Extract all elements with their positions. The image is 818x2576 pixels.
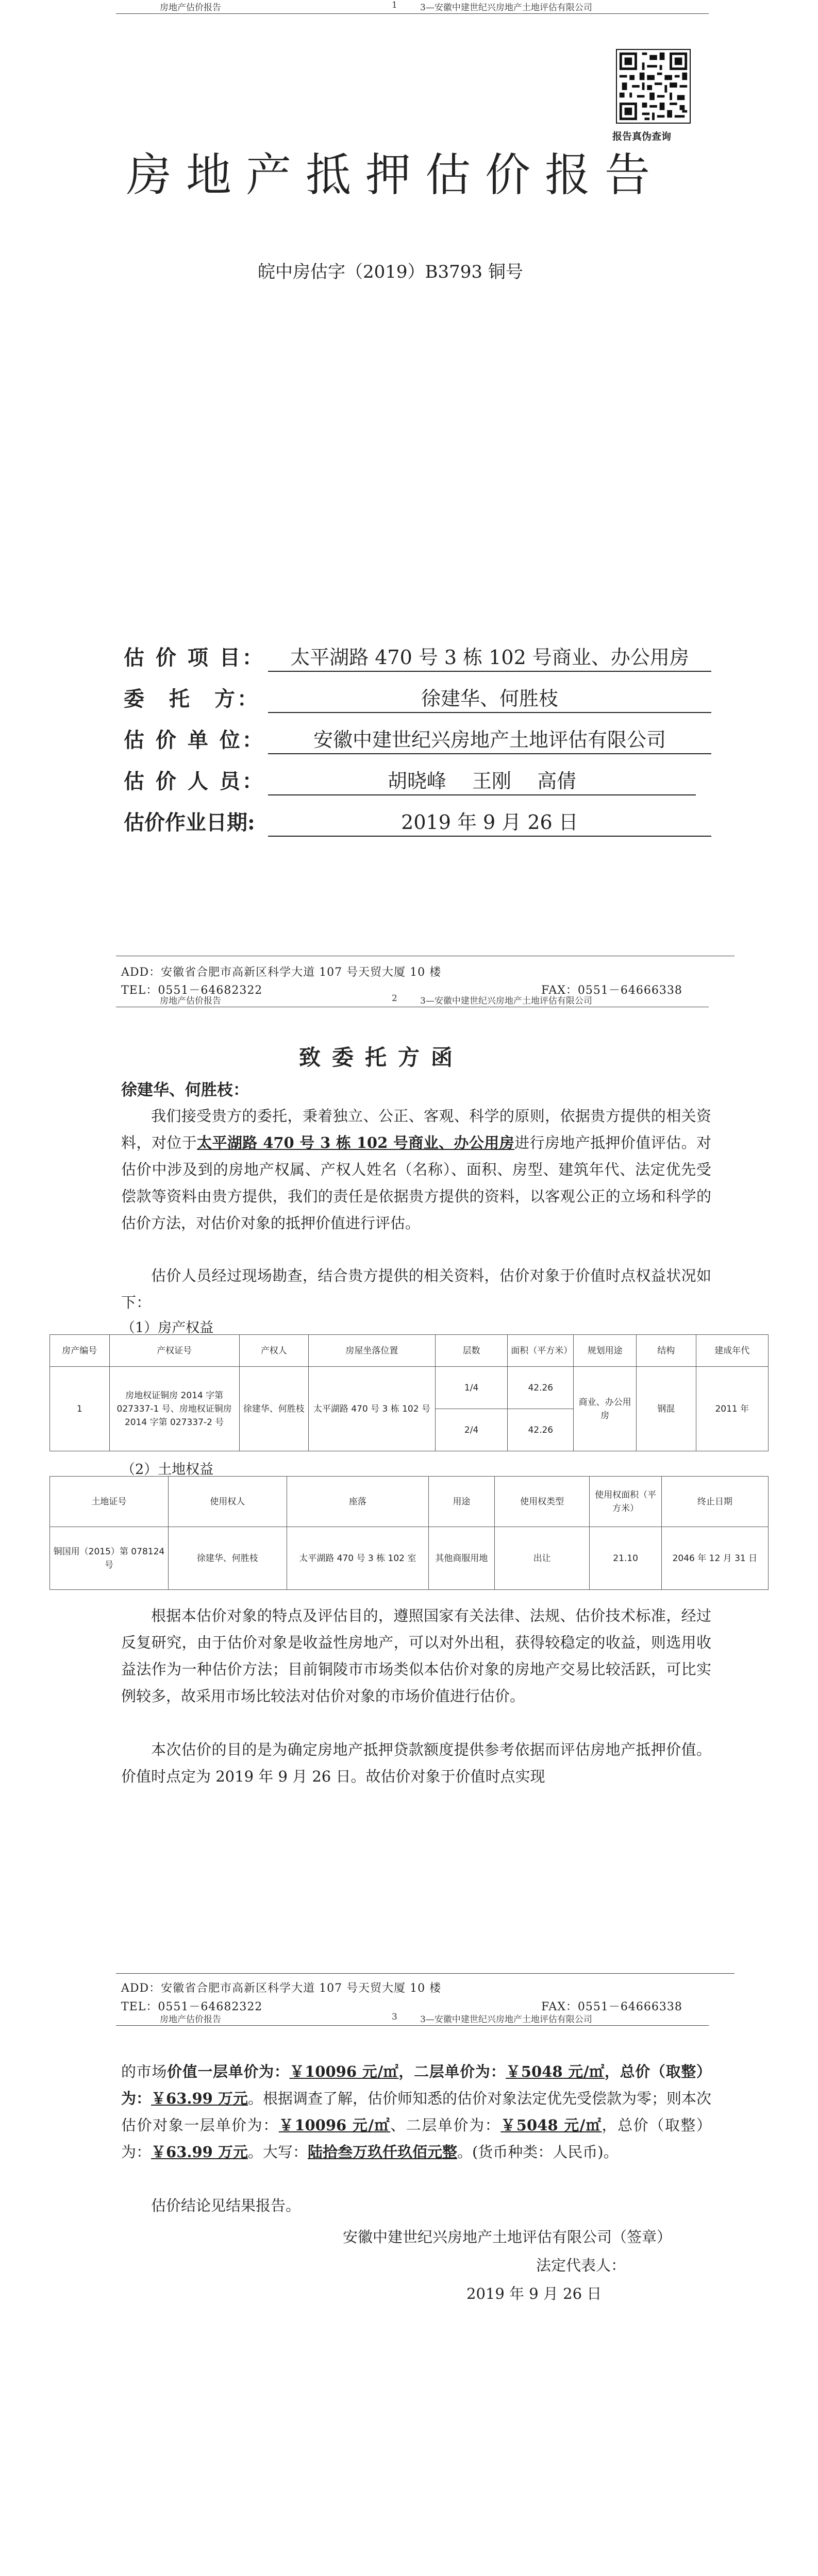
table-cell: 2/4 — [435, 1409, 507, 1451]
table-header: 产权人 — [239, 1335, 308, 1367]
header-company: 3—安徽中建世纪兴房地产土地评估有限公司 — [420, 996, 592, 1006]
footer-tel: TEL：0551－64682322 — [121, 2001, 263, 2013]
table-cell: 1/4 — [435, 1367, 507, 1409]
letter-paragraph-3: 根据本估价对象的特点及评估目的，遵照国家有关法律、法规、估价技术标准，经过反复研究，由于估价对象是收益性房地产，可以对外出租，获得较稳定的收益，则选用收益法作为一种估价方法；目前铜陵市市场类似本估价对象的房地产交易比较活跃，可比实例较多，故采用市场比较法对估价对象的市场价值进行估价。 — [121, 1607, 711, 1705]
table-header: 层数 — [435, 1335, 507, 1367]
header-company: 3—安徽中建世纪兴房地产土地评估有限公司 — [420, 2014, 592, 2025]
table-cell: 2046 年 12 月 31 日 — [661, 1527, 768, 1590]
footer-fax: FAX：0551－64666338 — [541, 2001, 682, 2013]
qr-caption: 报告真伪查询 — [612, 131, 672, 142]
cover-value-appraisers: 胡晓峰 王刚 高倩 — [268, 765, 696, 795]
letter-salutation: 徐建华、何胜枝： — [121, 1081, 249, 1099]
table-header: 面积（平方米） — [508, 1335, 574, 1367]
cover-label-appraisers: 估 价 人 员： — [124, 769, 265, 793]
table-cell: 1 — [50, 1367, 110, 1451]
table-cell: 42.26 — [508, 1367, 574, 1409]
signature-legal-rep: 法定代表人： — [536, 2257, 626, 2274]
table-header: 规划用途 — [574, 1335, 637, 1367]
cover-value-project: 太平湖路 470 号 3 栋 102 号商业、办公用房 — [268, 641, 711, 672]
header-divider — [116, 13, 709, 14]
signature-date: 2019 年 9 月 26 日 — [466, 2285, 602, 2302]
table-header: 终止日期 — [661, 1477, 768, 1527]
letter-title: 致委托方函 — [299, 1045, 464, 1070]
table-header: 使用权面积（平方米） — [590, 1477, 661, 1527]
table-cell: 徐建华、何胜枝 — [239, 1367, 308, 1451]
house-rights-table — [49, 1334, 769, 1451]
table-cell: 其他商服用地 — [428, 1527, 494, 1590]
table-header: 结构 — [637, 1335, 696, 1367]
header-page-number: 2 — [392, 993, 397, 1004]
table-header: 房产编号 — [50, 1335, 110, 1367]
header-company: 3—安徽中建世纪兴房地产土地评估有限公司 — [420, 3, 592, 13]
table-header: 使用权类型 — [494, 1477, 590, 1527]
table-header: 用途 — [428, 1477, 494, 1527]
header-page-number: 3 — [392, 2012, 397, 2022]
table-header: 产权证号 — [109, 1335, 239, 1367]
letter-paragraph-1: 我们接受贵方的委托，秉着独立、公正、客观、科学的原则，依据贵方提供的相关资料，对位于太平湖路 470 号 3 栋 102 号商业、办公用房进行房地产抵押价值评估。对估价中涉及到的房地产权属、产权人姓名（名称）、面积、房型、建筑年代、法定优先受偿款等资料由贵方提供，我们的责任是依据贵方提供的资料，以客观公正的立场和科学的估价方法，对估价对象的抵押价值进行评估。 — [121, 1107, 711, 1232]
table-cell: 太平湖路 470 号 3 栋 102 室 — [287, 1527, 428, 1590]
section-house-rights: （1）房产权益 — [121, 1320, 214, 1336]
footer-fax: FAX：0551－64666338 — [541, 984, 682, 997]
header-left-text: 房地产估价报告 — [160, 996, 221, 1006]
cover-label-client: 委 托 方： — [124, 687, 260, 711]
table-header: 使用权人 — [168, 1477, 287, 1527]
section-land-rights: （2）土地权益 — [121, 1462, 214, 1478]
qr-code[interactable] — [616, 49, 691, 124]
footer-address: ADD：安徽省合肥市高新区科学大道 107 号天贸大厦 10 楼 — [121, 966, 442, 979]
table-cell: 商业、办公用房 — [574, 1367, 637, 1451]
letter-paragraph-4: 本次估价的目的是为确定房地产抵押贷款额度提供参考依据而评估房地产抵押价值。价值时点定为 2019 年 9 月 26 日。故估价对象于价值时点实现 — [121, 1741, 711, 1785]
table-cell: 铜国用（2015）第 078124 号 — [50, 1527, 169, 1590]
footer-address: ADD：安徽省合肥市高新区科学大道 107 号天贸大厦 10 楼 — [121, 1982, 442, 1995]
table-cell: 钢混 — [637, 1367, 696, 1451]
table-cell: 徐建华、何胜枝 — [168, 1527, 287, 1590]
cover-value-client: 徐建华、何胜枝 — [268, 683, 711, 713]
cover-label-date: 估价作业日期: — [124, 810, 255, 835]
table-cell: 2011 年 — [696, 1367, 768, 1451]
land-rights-table — [49, 1476, 769, 1590]
table-cell: 21.10 — [590, 1527, 661, 1590]
cover-label-project: 估 价 项 目： — [124, 646, 265, 670]
header-left-text: 房地产估价报告 — [160, 3, 221, 13]
cover-value-agency: 安徽中建世纪兴房地产土地评估有限公司 — [268, 724, 711, 754]
table-header: 土地证号 — [50, 1477, 169, 1527]
cover-label-agency: 估 价 单 位： — [124, 728, 265, 752]
footer-tel: TEL：0551－64682322 — [121, 984, 263, 997]
header-divider — [116, 2025, 709, 2026]
header-left-text: 房地产估价报告 — [160, 2014, 221, 2025]
table-header: 座落 — [287, 1477, 428, 1527]
document-number: 皖中房估字（2019）B3793 铜号 — [258, 262, 523, 282]
report-title: 房地产抵押估价报告 — [126, 148, 665, 201]
header-page-number: 1 — [392, 0, 397, 10]
table-header: 建成年代 — [696, 1335, 768, 1367]
table-header: 房屋坐落位置 — [308, 1335, 435, 1367]
signature-company: 安徽中建世纪兴房地产土地评估有限公司（签章） — [343, 2228, 672, 2246]
table-cell: 太平湖路 470 号 3 栋 102 号 — [308, 1367, 435, 1451]
letter-paragraph-2: 估价人员经过现场勘查，结合贵方提供的相关资料，估价对象于价值时点权益状况如下： — [121, 1267, 711, 1311]
conclusion-note: 估价结论见结果报告。 — [151, 2197, 301, 2214]
table-cell: 出让 — [494, 1527, 590, 1590]
cover-value-date: 2019 年 9 月 26 日 — [268, 806, 711, 837]
conclusion-paragraph: 的市场价值一层单价为：￥10096 元/㎡，二层单价为：￥5048 元/㎡，总价（取整）为：￥63.99 万元。根据调查了解，估价师知悉的估价对象法定优先受偿款为零；则本次估价对象一层单价为：￥10096 元/㎡、二层单价为：￥5048 元/㎡，总价（取整）为：￥63.99 万元。大写：陆拾叁万玖仟玖佰元整。(货币种类：人民币)。 — [121, 2063, 711, 2161]
footer-divider — [116, 1973, 734, 1974]
table-cell: 42.26 — [508, 1409, 574, 1451]
table-cell: 房地权证铜房 2014 字第 027337-1 号、房地权证铜房 2014 字第 027337-2 号 — [109, 1367, 239, 1451]
